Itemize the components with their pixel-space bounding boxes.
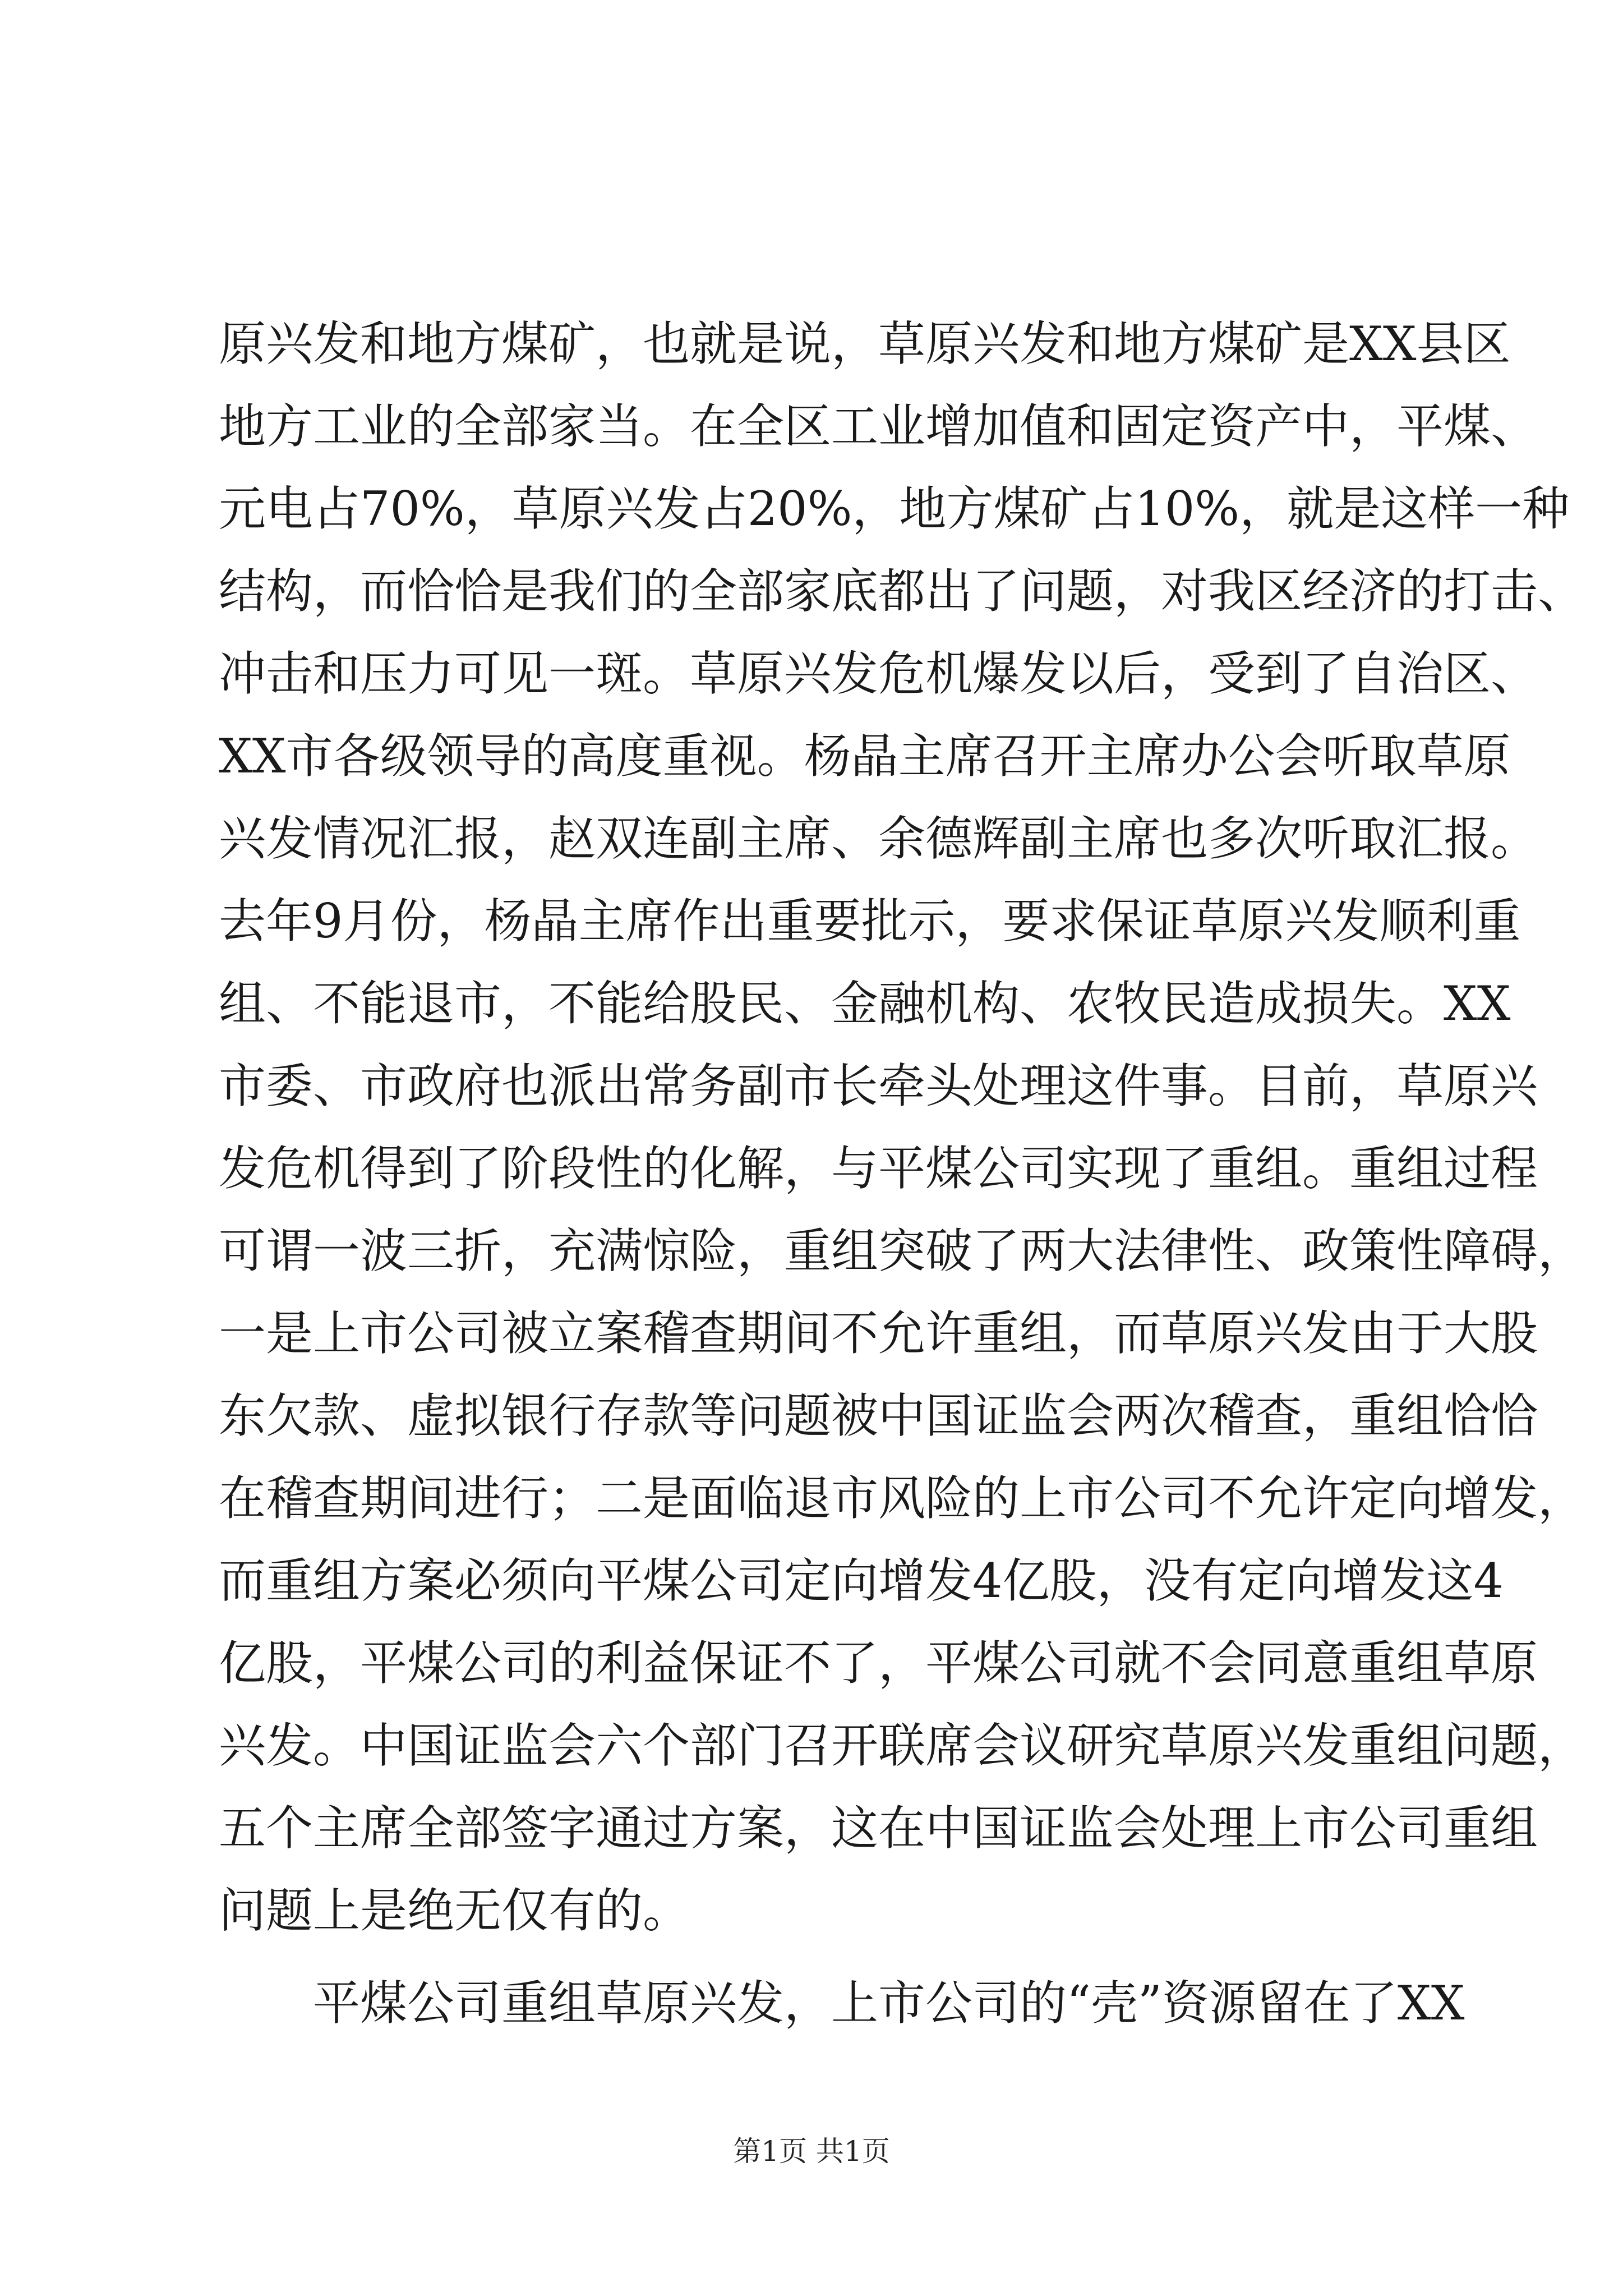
text-line: 元电占70%，草原兴发占20%，地方煤矿占10%，就是这样一种 — [219, 481, 1570, 536]
text-line: 平煤公司重组草原兴发，上市公司的“壳”资源留在了XX — [313, 1976, 1465, 2031]
page-number-label: 第1页 共1页 — [733, 2135, 890, 2168]
document-body — [219, 303, 1585, 2045]
text-line: 冲击和压力可见一斑。草原兴发危机爆发以后，受到了自治区、 — [219, 646, 1538, 701]
text-line: 亿股，平煤公司的利益保证不了，平煤公司就不会同意重组草原 — [219, 1636, 1538, 1691]
text-line: 市委、市政府也派出常务副市长牵头处理这件事。目前，草原兴 — [219, 1059, 1538, 1114]
text-line: 原兴发和地方煤矿，也就是说，草原兴发和地方煤矿是XX县区 — [219, 316, 1511, 371]
text-line: 而重组方案必须向平煤公司定向增发4亿股，没有定向增发这4 — [219, 1553, 1504, 1608]
text-line: 问题上是绝无仅有的。 — [219, 1883, 690, 1938]
text-line: 东欠款、虚拟银行存款等问题被中国证监会两次稽查，重组恰恰 — [219, 1388, 1538, 1443]
text-line: 组、不能退市，不能给股民、金融机构、农牧民造成损失。XX — [219, 976, 1511, 1031]
text-line: 结构，而恰恰是我们的全部家底都出了问题，对我区经济的打击、 — [219, 564, 1585, 619]
text-line: 去年9月份，杨晶主席作出重要批示，要求保证草原兴发顺利重 — [219, 894, 1521, 949]
text-line: 兴发情况汇报，赵双连副主席、余德辉副主席也多次听取汇报。 — [219, 811, 1538, 866]
page-footer — [0, 2129, 1623, 2169]
text-line: 地方工业的全部家当。在全区工业增加值和固定资产中，平煤、 — [219, 399, 1538, 454]
text-line: 一是上市公司被立案稽查期间不允许重组，而草原兴发由于大股 — [219, 1306, 1538, 1361]
text-line: 五个主席全部签字通过方案，这在中国证监会处理上市公司重组 — [219, 1801, 1538, 1856]
text-line: XX市各级领导的高度重视。杨晶主席召开主席办公会听取草原 — [219, 729, 1511, 784]
text-line: 发危机得到了阶段性的化解，与平煤公司实现了重组。重组过程 — [219, 1141, 1538, 1196]
text-line: 兴发。中国证监会六个部门召开联席会议研究草原兴发重组问题， — [219, 1718, 1585, 1773]
text-line: 在稽查期间进行；二是面临退市风险的上市公司不允许定向增发， — [219, 1471, 1585, 1526]
paragraph-gap — [219, 1952, 1413, 1962]
text-line: 可谓一波三折，充满惊险，重组突破了两大法律性、政策性障碍， — [219, 1223, 1585, 1278]
